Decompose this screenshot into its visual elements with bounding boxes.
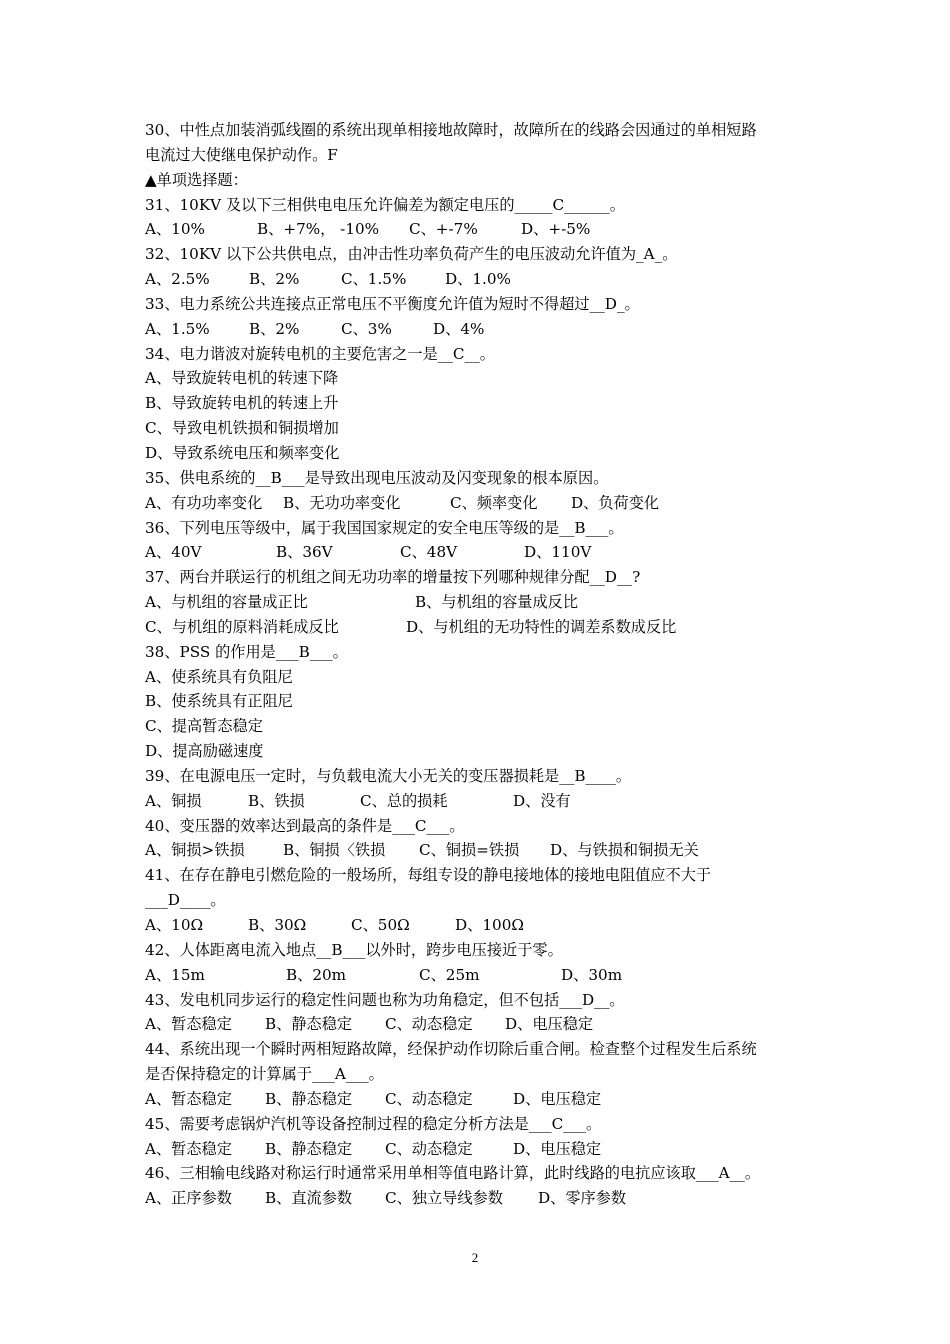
answer-option: C、25m xyxy=(419,965,480,984)
answer-option: A、10Ω xyxy=(145,916,204,934)
text-line: 37、两台并联运行的机组之间无功功率的增量按下列哪种规律分配__D__? xyxy=(145,568,641,587)
text-line: 45、需要考虑锅炉汽机等设备控制过程的稳定分析方法是___C___。 xyxy=(145,1114,602,1133)
text-line: ▲单项选择题： xyxy=(145,170,248,189)
answer-option: B、直流参数 xyxy=(265,1189,353,1208)
text-line: A、导致旋转电机的转速下降 xyxy=(145,369,339,388)
answer-option: B、30Ω xyxy=(248,916,307,934)
answer-option: D、电压稳定 xyxy=(513,1139,602,1158)
text-line: A、使系统具有负阻尼 xyxy=(145,667,293,686)
text-line: 是否保持稳定的计算属于___A___。 xyxy=(145,1065,384,1084)
text-line: 35、供电系统的__B___是导致出现电压波动及闪变现象的根本原因。 xyxy=(145,468,609,487)
answer-option: B、无功功率变化 xyxy=(283,493,401,512)
answer-option: B、静态稳定 xyxy=(265,1139,353,1158)
text-line: 40、变压器的效率达到最高的条件是___C___。 xyxy=(145,816,465,835)
answer-option: D、没有 xyxy=(513,791,571,810)
answer-option: A、正序参数 xyxy=(145,1189,232,1208)
option-row xyxy=(145,540,825,565)
text-line: 39、在电源电压一定时，与负载电流大小无关的变压器损耗是__B____。 xyxy=(145,766,632,785)
answer-option: B、+7%， -10% xyxy=(257,220,380,239)
text-line: D、导致系统电压和频率变化 xyxy=(145,443,340,462)
option-row xyxy=(145,590,825,615)
option-row xyxy=(145,615,825,640)
text-line: 44、系统出现一个瞬时两相短路故障，经保护动作切除后重合闸。检查整个过程发生后系统 xyxy=(145,1040,757,1059)
answer-option: C、3% xyxy=(341,319,392,338)
option-row xyxy=(145,789,825,814)
answer-option: B、2% xyxy=(249,319,300,338)
text-line: C、导致电机铁损和铜损增加 xyxy=(145,419,339,438)
answer-option: C、铜损=铁损 xyxy=(419,841,520,860)
text-line: 33、电力系统公共连接点正常电压不平衡度允许值为短时不得超过__D_。 xyxy=(145,294,640,313)
text-line: 34、电力谐波对旋转电机的主要危害之一是__C__。 xyxy=(145,344,495,363)
answer-option: C、50Ω xyxy=(351,916,410,934)
answer-option: C、动态稳定 xyxy=(385,1139,473,1158)
option-row xyxy=(145,1012,825,1037)
answer-option: D、4% xyxy=(433,319,485,338)
option-row xyxy=(145,317,825,342)
answer-option: D、30m xyxy=(561,965,623,984)
answer-option: B、2% xyxy=(249,270,300,289)
answer-option: A、1.5% xyxy=(145,319,210,338)
answer-option: C、动态稳定 xyxy=(385,1089,473,1108)
answer-option: C、+-7% xyxy=(409,220,478,239)
answer-option: A、暂态稳定 xyxy=(145,1089,232,1108)
answer-option: C、与机组的原料消耗成反比 xyxy=(145,617,339,636)
text-line: B、使系统具有正阻尼 xyxy=(145,692,293,711)
answer-option: A、2.5% xyxy=(145,270,210,289)
answer-option: A、有功功率变化 xyxy=(145,493,263,512)
answer-option: C、48V xyxy=(400,543,458,562)
option-row xyxy=(145,963,825,988)
option-row xyxy=(145,217,825,242)
answer-option: A、15m xyxy=(145,965,205,984)
answer-option: A、铜损 xyxy=(145,791,202,810)
answer-option: D、与铁损和铜损无关 xyxy=(550,841,699,860)
text-line: D、提高励磁速度 xyxy=(145,742,264,761)
option-row xyxy=(145,913,825,938)
answer-option: B、铜损〈铁损 xyxy=(283,841,386,860)
answer-option: A、暂态稳定 xyxy=(145,1015,232,1034)
answer-option: B、铁损 xyxy=(248,791,305,810)
text-line: 41、在存在静电引燃危险的一般场所，每组专设的静电接地体的接地电阻值应不大于 xyxy=(145,866,712,885)
option-row xyxy=(145,491,825,516)
text-line: 32、10KV 以下公共供电点，由冲击性功率负荷产生的电压波动允许值为_A_。 xyxy=(145,245,678,264)
text-line: 38、PSS 的作用是___B___。 xyxy=(145,642,348,661)
text-line: 46、三相输电线路对称运行时通常采用单相等值电路计算，此时线路的电抗应该取___A__。 xyxy=(145,1164,761,1183)
text-line: C、提高暂态稳定 xyxy=(145,717,263,736)
answer-option: C、独立导线参数 xyxy=(385,1189,503,1208)
text-line: 43、发电机同步运行的稳定性问题也称为功角稳定，但不包括___D__。 xyxy=(145,990,625,1009)
answer-option: D、电压稳定 xyxy=(513,1089,602,1108)
answer-option: A、40V xyxy=(145,543,202,562)
text-line: 36、下列电压等级中，属于我国国家规定的安全电压等级的是__B___。 xyxy=(145,518,624,537)
option-row xyxy=(145,1087,825,1112)
text-line: B、导致旋转电机的转速上升 xyxy=(145,394,339,413)
answer-option: C、动态稳定 xyxy=(385,1015,473,1034)
option-row xyxy=(145,267,825,292)
answer-option: B、36V xyxy=(276,543,333,562)
option-row xyxy=(145,1186,825,1211)
answer-option: B、静态稳定 xyxy=(265,1089,353,1108)
answer-option: D、负荷变化 xyxy=(571,493,660,512)
answer-option: C、频率变化 xyxy=(450,493,538,512)
answer-option: A、10% xyxy=(145,220,205,239)
answer-option: B、与机组的容量成反比 xyxy=(415,593,579,612)
answer-option: D、电压稳定 xyxy=(505,1015,594,1034)
answer-option: D、1.0% xyxy=(445,270,511,289)
answer-option: D、100Ω xyxy=(455,916,524,934)
page-content xyxy=(145,118,825,1211)
text-line: 31、10KV 及以下三相供电电压允许偏差为额定电压的_____C______。 xyxy=(145,195,625,214)
answer-option: A、铜损>铁损 xyxy=(145,841,245,860)
option-row xyxy=(145,1137,825,1162)
answer-option: A、暂态稳定 xyxy=(145,1139,232,1158)
answer-option: B、静态稳定 xyxy=(265,1015,353,1034)
answer-option: D、+-5% xyxy=(521,220,591,239)
answer-option: C、1.5% xyxy=(341,270,407,289)
page-number: 2 xyxy=(471,1250,479,1265)
answer-option: C、总的损耗 xyxy=(360,791,448,810)
text-line: ___D____。 xyxy=(145,891,226,910)
answer-option: D、零序参数 xyxy=(538,1189,627,1208)
text-line: 电流过大使继电保护动作。F xyxy=(145,145,338,164)
answer-option: D、110V xyxy=(524,543,592,562)
option-row xyxy=(145,838,825,863)
answer-option: D、与机组的无功特性的调差系数成反比 xyxy=(406,617,677,636)
answer-option: A、与机组的容量成正比 xyxy=(145,593,308,612)
text-line: 42、人体距离电流入地点__B___以外时，跨步电压接近于零。 xyxy=(145,940,563,959)
text-line: 30、中性点加装消弧线圈的系统出现单相接地故障时，故障所在的线路会因通过的单相短路 xyxy=(145,121,757,139)
answer-option: B、20m xyxy=(286,965,347,984)
